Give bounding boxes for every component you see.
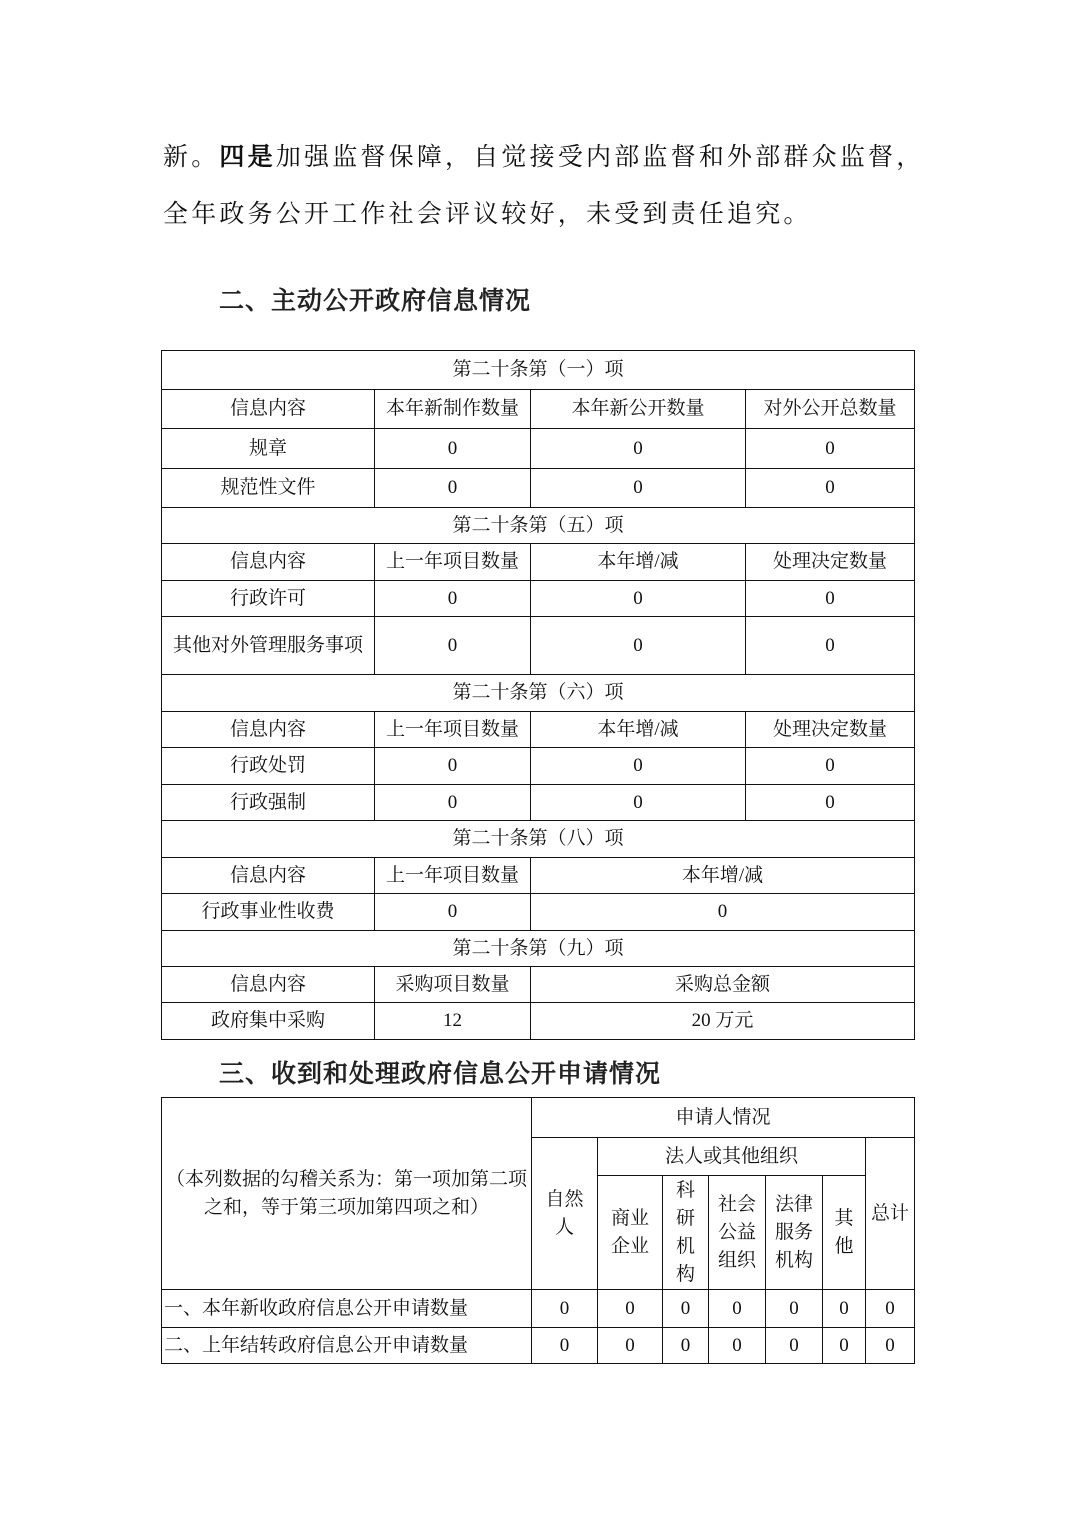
section-heading-2: 二、主动公开政府信息情况 xyxy=(219,286,532,315)
cell-value: 0 xyxy=(866,1290,915,1328)
row-label: 规章 xyxy=(162,429,375,469)
column-header: 本年增/减 xyxy=(531,858,915,894)
legal-col-label: 商业企业 xyxy=(610,1207,649,1257)
column-header: 本年增/减 xyxy=(531,712,746,748)
column-header: 上一年项目数量 xyxy=(375,858,531,894)
paragraph-bold-text: 四是 xyxy=(219,142,276,171)
block-title: 第二十条第（八）项 xyxy=(162,821,915,858)
cell-value: 0 xyxy=(823,1328,866,1364)
cell-value: 12 xyxy=(375,1003,531,1040)
table-row xyxy=(162,785,915,821)
block-title: 第二十条第（一）项 xyxy=(162,351,915,390)
cell-value: 0 xyxy=(531,429,746,469)
natural-person-header xyxy=(532,1138,598,1290)
column-header: 采购总金额 xyxy=(531,967,915,1003)
application-table xyxy=(161,1097,915,1364)
cell-value: 0 xyxy=(823,1290,866,1328)
cell-value: 0 xyxy=(375,748,531,785)
row-label: 行政处罚 xyxy=(162,748,375,785)
cell-value: 0 xyxy=(375,617,531,675)
table-row xyxy=(162,429,915,469)
cell-value: 0 xyxy=(375,785,531,821)
row-label: 二、上年结转政府信息公开申请数量 xyxy=(162,1328,532,1364)
paragraph-text: 加强监督保障，自觉接受内部监督和外部群众监督， xyxy=(275,142,925,171)
cell-value: 0 xyxy=(746,581,915,617)
paragraph-text: 新。 xyxy=(163,142,220,171)
section-heading-3: 三、收到和处理政府信息公开申请情况 xyxy=(219,1059,662,1088)
row-label: 行政强制 xyxy=(162,785,375,821)
column-header: 信息内容 xyxy=(162,858,375,894)
column-header: 处理决定数量 xyxy=(746,712,915,748)
column-header: 处理决定数量 xyxy=(746,544,915,581)
legal-col-label: 社会公益组织 xyxy=(717,1193,756,1271)
cell-value: 0 xyxy=(375,469,531,508)
cell-value: 0 xyxy=(746,469,915,508)
table-row xyxy=(162,1328,915,1364)
cell-value: 0 xyxy=(532,1328,598,1364)
column-header: 信息内容 xyxy=(162,544,375,581)
applicant-header: 申请人情况 xyxy=(532,1098,915,1138)
legal-entity-header: 法人或其他组织 xyxy=(598,1138,866,1176)
cell-value: 0 xyxy=(663,1328,709,1364)
legal-col-header xyxy=(663,1176,709,1290)
cell-value: 0 xyxy=(375,581,531,617)
column-header: 信息内容 xyxy=(162,967,375,1003)
row-label: 政府集中采购 xyxy=(162,1003,375,1040)
cell-value: 0 xyxy=(531,894,915,931)
column-header: 本年新制作数量 xyxy=(375,390,531,429)
cell-value: 0 xyxy=(663,1290,709,1328)
cell-value: 0 xyxy=(375,894,531,931)
column-header: 信息内容 xyxy=(162,390,375,429)
table-row xyxy=(162,1003,915,1040)
cell-value: 0 xyxy=(598,1290,663,1328)
table-row xyxy=(162,894,915,931)
block-title: 第二十条第（六）项 xyxy=(162,675,915,712)
cell-value: 0 xyxy=(375,429,531,469)
table-row xyxy=(162,617,915,675)
cell-value: 0 xyxy=(746,748,915,785)
table-row xyxy=(162,581,915,617)
legal-col-header xyxy=(823,1176,866,1290)
cell-value: 0 xyxy=(531,748,746,785)
row-label: 行政许可 xyxy=(162,581,375,617)
note-cell xyxy=(162,1098,532,1290)
cell-value: 0 xyxy=(766,1290,823,1328)
cell-value: 20 万元 xyxy=(531,1003,915,1040)
legal-col-header xyxy=(709,1176,766,1290)
cell-value: 0 xyxy=(531,785,746,821)
table-row xyxy=(162,1290,915,1328)
row-label: 行政事业性收费 xyxy=(162,894,375,931)
total-header: 总计 xyxy=(866,1138,915,1290)
row-label: 其他对外管理服务事项 xyxy=(162,617,375,675)
cell-value: 0 xyxy=(766,1328,823,1364)
cell-value: 0 xyxy=(709,1328,766,1364)
legal-col-label: 其他 xyxy=(834,1207,854,1257)
column-header: 采购项目数量 xyxy=(375,967,531,1003)
cell-value: 0 xyxy=(531,581,746,617)
paragraph-line-1 xyxy=(163,142,924,172)
column-header: 上一年项目数量 xyxy=(375,712,531,748)
legal-col-label: 法律服务机构 xyxy=(774,1193,813,1271)
natural-person-label: 自然人 xyxy=(545,1188,584,1238)
legal-col-label: 科研机构 xyxy=(675,1179,695,1285)
cell-value: 0 xyxy=(746,429,915,469)
cell-value: 0 xyxy=(746,785,915,821)
legal-col-header xyxy=(766,1176,823,1290)
table-row xyxy=(162,469,915,508)
column-header: 本年增/减 xyxy=(531,544,746,581)
column-header: 对外公开总数量 xyxy=(746,390,915,429)
paragraph-line-2: 全年政务公开工作社会评议较好，未受到责任追究。 xyxy=(163,199,812,228)
proactive-disclosure-table xyxy=(161,350,915,1040)
cell-value: 0 xyxy=(598,1328,663,1364)
cell-value: 0 xyxy=(709,1290,766,1328)
consistency-note: （本列数据的勾稽关系为：第一项加第二项之和，等于第三项加第四项之和） xyxy=(165,1168,527,1218)
row-label: 规范性文件 xyxy=(162,469,375,508)
column-header: 信息内容 xyxy=(162,712,375,748)
cell-value: 0 xyxy=(531,617,746,675)
legal-col-header xyxy=(598,1176,663,1290)
cell-value: 0 xyxy=(531,469,746,508)
column-header: 本年新公开数量 xyxy=(531,390,746,429)
row-label: 一、本年新收政府信息公开申请数量 xyxy=(162,1290,532,1328)
cell-value: 0 xyxy=(746,617,915,675)
cell-value: 0 xyxy=(532,1290,598,1328)
block-title: 第二十条第（九）项 xyxy=(162,931,915,967)
cell-value: 0 xyxy=(866,1328,915,1364)
table-row xyxy=(162,748,915,785)
column-header: 上一年项目数量 xyxy=(375,544,531,581)
block-title: 第二十条第（五）项 xyxy=(162,508,915,544)
